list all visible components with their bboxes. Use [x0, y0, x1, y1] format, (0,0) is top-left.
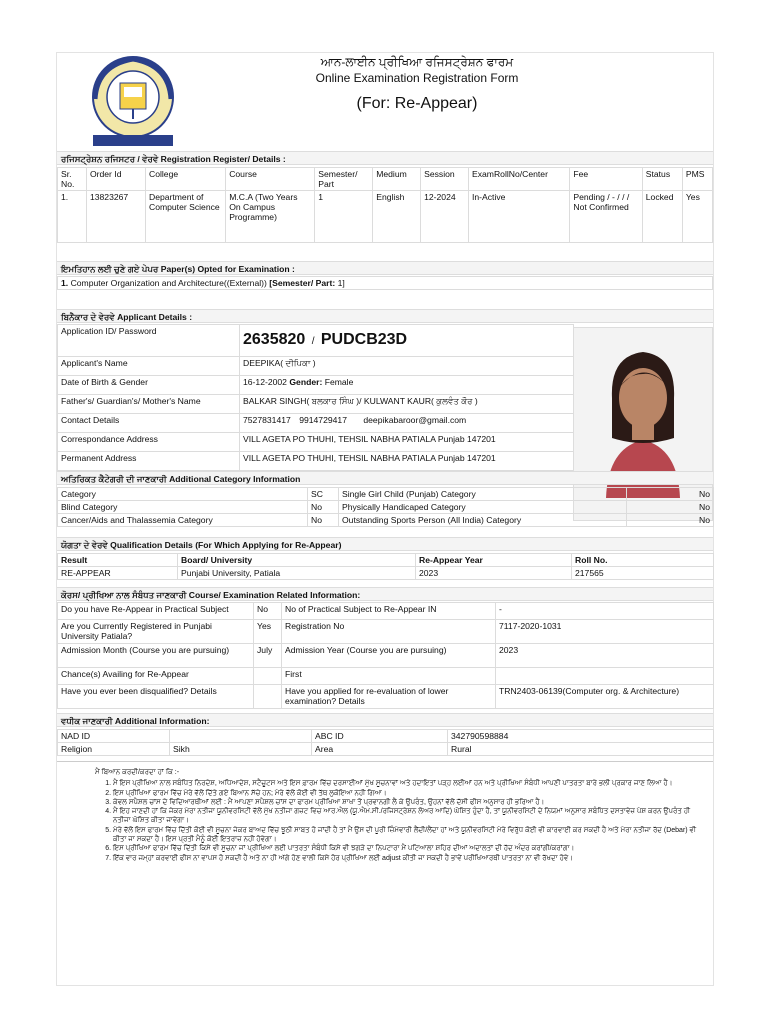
table-row [58, 488, 714, 501]
category-heading: ਅਤਿਰਿਕਤ ਕੈਟੇਗਰੀ ਦੀ ਜਾਣਕਾਰੀ Additional Category Information [57, 471, 713, 485]
column-header: Semester/ Part [315, 168, 373, 191]
permanent-address: VILL AGETA PO THUHI, TEHSIL NABHA PATIALA Punjab 147201 [240, 452, 574, 471]
course-info-table [57, 602, 714, 709]
table-cell: English [373, 191, 421, 243]
table-cell: Admission Year (Course you are pursuing) [282, 644, 496, 668]
table-cell: Category [58, 488, 308, 501]
table-cell: Sikh [170, 743, 312, 756]
table-cell: No [254, 603, 282, 620]
additional-table [57, 729, 714, 756]
table-cell: 2023 [496, 644, 714, 668]
column-header: Re-Appear Year [416, 554, 572, 567]
table-cell: Cancer/Aids and Thalassemia Category [58, 514, 308, 527]
table-cell: ABC ID [312, 730, 448, 743]
table-row [58, 433, 574, 452]
table-cell: Single Girl Child (Punjab) Category [339, 488, 627, 501]
table-cell: 13823267 [86, 191, 145, 243]
email: deepikabaroor@gmail.com [363, 415, 467, 425]
papers-table [57, 276, 713, 290]
contact-details [240, 414, 574, 433]
field-label: Application ID/ Password [58, 325, 240, 357]
dob-gender [240, 376, 574, 395]
column-header: Session [421, 168, 469, 191]
table-cell: 1 [315, 191, 373, 243]
field-label: Applicant's Name [58, 357, 240, 376]
list-item [58, 277, 713, 290]
table-cell: July [254, 644, 282, 668]
correspondence-address: VILL AGETA PO THUHI, TEHSIL NABHA PATIALA Punjab 147201 [240, 433, 574, 452]
table-row [58, 514, 714, 527]
form-title: Online Examination Registration Form [315, 71, 519, 85]
table-cell: 1. [58, 191, 87, 243]
table-row [58, 743, 714, 756]
qualification-table [57, 553, 714, 580]
table-cell: SC [308, 488, 339, 501]
field-label: Date of Birth & Gender [58, 376, 240, 395]
table-row [58, 685, 714, 709]
column-header: Course [226, 168, 315, 191]
table-cell: No [627, 514, 714, 527]
table-cell: No of Practical Subject to Re-Appear IN [282, 603, 496, 620]
university-logo [87, 55, 179, 149]
table-cell [254, 685, 282, 709]
list-item: 2. ਇਸ ਪ੍ਰੀਖਿਆ ਫਾਰਮ ਵਿੱਚ ਮੇਰੇ ਵੱਲੋਂ ਦਿੱਤੇ ਗਏ ਬਿਆਨ ਸੱਚੇ ਹਨ; ਮੇਰੇ ਵੱਲੋਂ ਕੋਈ ਵੀ ਤੱਥ ਲੁਕੋਇਆ ਨਹੀਂ ਗਿਆ। [113, 789, 703, 798]
table-cell: First [282, 668, 496, 685]
table-cell [170, 730, 312, 743]
form-header [57, 53, 713, 152]
column-header: Status [642, 168, 682, 191]
table-row [58, 730, 714, 743]
column-header: Board/ University [178, 554, 416, 567]
additional-heading: ਵਧੀਕ ਜਾਣਕਾਰੀ Additional Information: [57, 713, 713, 727]
table-row [58, 620, 714, 644]
table-cell: Yes [254, 620, 282, 644]
table-cell: In-Active [469, 191, 570, 243]
column-header: Medium [373, 168, 421, 191]
application-password: PUDCB23D [320, 330, 408, 348]
applicant-table [57, 324, 574, 471]
table-cell: No [308, 514, 339, 527]
table-row [58, 567, 714, 580]
table-cell: Chance(s) Availing for Re-Appear [58, 668, 254, 685]
table-cell: 2023 [416, 567, 572, 580]
registration-heading: ਰਜਿਸਟ੍ਰੇਸ਼ਨ ਰਜਿਸਟਰ / ਵੇਰਵੇ Registration Register/ Details : [57, 151, 713, 165]
paper-name: Computer Organization and Architecture((External)) [70, 278, 267, 288]
declaration-list [113, 779, 703, 863]
field-label: Father's/ Guardian's/ Mother's Name [58, 395, 240, 414]
course-info-heading: ਕੋਰਸ/ ਪ੍ਰੀਖਿਆ ਨਾਲ ਸੰਬੰਧਤ ਜਾਣਕਾਰੀ Course/ Examination Related Information: [57, 587, 713, 601]
table-cell: Pending / - / / / Not Confirmed [570, 191, 642, 243]
table-cell: Have you ever been disqualified? Details [58, 685, 254, 709]
application-credentials [240, 325, 574, 357]
column-header: Sr. No. [58, 168, 87, 191]
field-label: Permanent Address [58, 452, 240, 471]
table-row [58, 191, 713, 243]
table-cell: Religion [58, 743, 170, 756]
table-cell: NAD ID [58, 730, 170, 743]
table-cell: Area [312, 743, 448, 756]
qualification-heading: ਯੋਗਤਾ ਦੇ ਵੇਰਵੇ Qualification Details (For Which Applying for Re-Appear) [57, 537, 713, 551]
qualification-header-row [58, 554, 714, 567]
credential-separator: / [311, 335, 315, 347]
table-cell: Locked [642, 191, 682, 243]
table-cell: M.C.A (Two Years On Campus Programme) [226, 191, 315, 243]
table-row [58, 325, 574, 357]
table-cell: Have you applied for re-evaluation of lower examination? Details [282, 685, 496, 709]
paper-sem-label: [Semester/ Part: [269, 278, 336, 288]
applicant-name: DEEPIKA( ਦੀਪਿਕਾ ) [240, 357, 574, 376]
gender-value: Female [324, 377, 354, 387]
parents-names: BALKAR SINGH( ਬਲਕਾਰ ਸਿੰਘ )/ KULWANT KAUR( ਕੁਲਵੰਤ ਕੌਰ ) [240, 395, 574, 414]
column-header: Order Id [86, 168, 145, 191]
field-label: Correspondance Address [58, 433, 240, 452]
form-title-block [227, 55, 607, 113]
declaration-intro: ਮੈਂ ਬਿਆਨ ਕਰਦੀ/ਕਰਦਾ ਹਾਂ ਕਿ :- [95, 769, 180, 776]
table-cell: Do you have Re-Appear in Practical Subject [58, 603, 254, 620]
table-cell: Blind Category [58, 501, 308, 514]
phone-1: 7527831417 [243, 415, 291, 425]
table-cell: TRN2403-06139(Computer org. & Architecture) [496, 685, 714, 709]
column-header: Result [58, 554, 178, 567]
column-header: PMS [682, 168, 712, 191]
list-item: 3. ਕੇਵਲ ਸਪੈਸ਼ਲ ਚਾਂਸ ਦੇ ਵਿਦਿਆਰਥੀਆਂ ਲਈ : ਮੈਂ ਆਪਣਾ ਸਪੈਸ਼ਲ ਚਾਂਸ ਦਾ ਫਾਰਮ ਪ੍ਰੀਖਿਆ ਸ਼ਾਖਾ ਤੋਂ ਪ੍ਰਵਾਨਗੀ ਲੈ ਕੇ ਉਪਰੰਤ, ਉਹਨਾਂ ਵੱਲੋਂ ਦੱਸੀ ਫੀਸ ਅਨੁਸਾਰ ਹੀ ਭਰਿਆ ਹੈ। [113, 798, 703, 807]
registration-form [56, 52, 714, 986]
table-cell [254, 668, 282, 685]
table-cell [496, 668, 714, 685]
form-subtitle: (For: Re-Appear) [356, 95, 478, 112]
table-row [58, 668, 714, 685]
form-title-punjabi: ਆਨ-ਲਾਈਨ ਪ੍ਰੀਖਿਆ ਰਜਿਸਟ੍ਰੇਸ਼ਨ ਫਾਰਮ [320, 55, 514, 69]
table-cell: Yes [682, 191, 712, 243]
table-row [58, 376, 574, 395]
table-cell: Physically Handicaped Category [339, 501, 627, 514]
table-cell: No [308, 501, 339, 514]
paper-entry [58, 277, 713, 290]
list-item: 1. ਮੈਂ ਇਸ ਪ੍ਰੀਖਿਆ ਨਾਲ ਸਬੰਧਿਤ ਨਿਰਦੇਸ਼, ਅਧਿਆਦੇਸ਼, ਸਟੈਚੂਟਸ ਅਤੇ ਇਸ ਫ਼ਾਰਮ ਵਿੱਚ ਦਰਸਾਈਆਂ ਮੁੱਖ ਸੂਚਨਾਵਾਂ ਅਤੇ ਹਦਾਇਤਾਂ ਪੜ੍ਹ ਲਈਆਂ ਹਨ ਅਤੇ ਪ੍ਰੀਖਿਆ ਸੰਬੰਧੀ ਆਪਣੀ ਪਾਤਰਤਾ ਬਾਰੇ ਭਲੀ ਪ੍ਰਕਾਰ ਜਾਣ ਲਿਆ ਹੈ। [113, 779, 703, 788]
paper-sem-value: 1] [337, 278, 345, 288]
papers-heading: ਇਮਤਿਹਾਨ ਲਈ ਚੁਣੇ ਗਏ ਪੇਪਰ Paper(s) Opted for Examination : [57, 261, 713, 275]
application-id: 2635820 [243, 330, 306, 348]
table-row [58, 357, 574, 376]
paper-number: 1. [61, 278, 69, 288]
table-cell: 12-2024 [421, 191, 469, 243]
column-header: College [145, 168, 225, 191]
table-row [58, 501, 714, 514]
table-row [58, 414, 574, 433]
table-cell: Registration No [282, 620, 496, 644]
column-header: ExamRollNo/Center [469, 168, 570, 191]
table-cell: 342790598884 [448, 730, 714, 743]
table-row [58, 395, 574, 414]
registration-table [57, 167, 713, 243]
phone-2: 9914729417 [299, 415, 347, 425]
table-row [58, 452, 574, 471]
table-cell: 217565 [572, 567, 714, 580]
table-cell: Department of Computer Science [145, 191, 225, 243]
list-item: 6. ਇਸ ਪ੍ਰੀਖਿਆ ਫਾਰਮ ਵਿੱਚ ਦਿੱਤੀ ਕਿਸੇ ਵੀ ਸੂਚਨਾ ਜਾਂ ਪ੍ਰੀਖਿਆ ਲਈ ਪਾਤਰਤਾ ਸੰਬੰਧੀ ਕਿਸੇ ਵੀ ਝਗੜੇ ਦਾ ਨਿਪਟਾਰਾ ਮੈਂ ਪਟਿਆਲਾ ਸ਼ਹਿਰ ਦੀਆਂ ਅਦਾਲਤਾਂ ਦੀ ਹੱਦ ਅੰਦਰ ਕਰਾਂਗੀ/ਕਰਾਂਗਾ। [113, 844, 703, 853]
gender-label: Gender: [289, 377, 323, 387]
table-cell: No [627, 501, 714, 514]
list-item: 5. ਮੇਰੇ ਵੱਲੋਂ ਇਸ ਫਾਰਮ ਵਿੱਚ ਦਿੱਤੀ ਕੋਈ ਵੀ ਸੂਚਨਾ ਜੇਕਰ ਬਾਅਦ ਵਿੱਚ ਝੂਠੀ ਸਾਬਤ ਹੋ ਜਾਂਦੀ ਹੈ ਤਾਂ ਮੈਂ ਉਸ ਦੀ ਪੂਰੀ ਜ਼ਿੰਮੇਵਾਰੀ ਲੈਂਦੀ/ਲੈਂਦਾ ਹਾਂ ਅਤੇ ਯੂਨੀਵਰਸਿਟੀ ਮੇਰੇ ਵਿਰੁੱਧ ਕੋਈ ਵੀ ਕਾਰਵਾਈ ਕਰ ਸਕਦੀ ਹੈ ਅਤੇ ਮੇਰਾ ਨਤੀਜਾ ਰੱਦ (Debar) ਵੀ ਕੀਤਾ ਜਾ ਸਕਦਾ ਹੈ। ਇਸ ਪ੍ਰਤੀ ਮੈਨੂੰ ਕੋਈ ਇਤਰਾਜ਼ ਨਹੀਂ ਹੋਵੇਗਾ। [113, 826, 703, 845]
registration-header-row [58, 168, 713, 191]
table-cell: - [496, 603, 714, 620]
applicant-heading: ਬਿਨੈਕਾਰ ਦੇ ਵੇਰਵੇ Applicant Details : [57, 309, 713, 323]
table-cell: Outstanding Sports Person (All India) Category [339, 514, 627, 527]
table-cell: No [627, 488, 714, 501]
column-header: Roll No. [572, 554, 714, 567]
table-cell: Admission Month (Course you are pursuing) [58, 644, 254, 668]
list-item: 7. ਇੱਕ ਵਾਰ ਜਮ੍ਹਾਂ ਕਰਵਾਈ ਫੀਸ ਨਾ ਵਾਪਸ ਹੋ ਸਕਦੀ ਹੈ ਅਤੇ ਨਾ ਹੀ ਅੱਗੇ ਹੋਣ ਵਾਲੀ ਕਿਸੇ ਹੋਰ ਪ੍ਰੀਖਿਆ ਲਈ adjust ਕੀਤੀ ਜਾ ਸਕਦੀ ਹੈ ਭਾਵੇਂ ਪਰੀਖਿਆਰਥੀ ਪਾਤਰਤਾ ਨਾ ਵੀ ਰੱਖਦਾ ਹੋਵੇ। [113, 854, 703, 863]
table-row [58, 644, 714, 668]
declaration [57, 761, 713, 985]
table-cell: 7117-2020-1031 [496, 620, 714, 644]
table-cell: Are you Currently Registered in Punjabi University Patiala? [58, 620, 254, 644]
category-table [57, 487, 714, 527]
list-item: 4. ਮੈਂ ਇਹ ਜਾਣਦੀ ਹਾਂ ਕਿ ਜੇਕਰ ਮੇਰਾ ਨਤੀਜਾ ਯੂਨੀਵਰਸਿਟੀ ਵੱਲੋਂ ਮੁੱਖ ਨਤੀਜਾ ਗਜ਼ਟ ਵਿਚ ਆਰ.ਐਲ (ਯੂ.ਐਮ.ਸੀ./ਰਜਿਸਟ੍ਰੇਸ਼ਨ ਲੋਅਰ ਆਦਿ) ਘੋਸ਼ਿਤ ਹੁੰਦਾ ਹੈ, ਤਾਂ ਯੂਨੀਵਰਸਿਟੀ ਦੇ ਨਿਯਮਾਂ ਅਨੁਸਾਰ ਸਬੰਧਿਤ ਦਸਤਾਵੇਜ਼ ਪੇਸ਼ ਕਰਨ ਉਪਰੰਤ ਹੀ ਨਤੀਜਾ ਘੋਸ਼ਿਤ ਕੀਤਾ ਜਾਵੇਗਾ। [113, 807, 703, 826]
table-cell: Rural [448, 743, 714, 756]
table-cell: RE-APPEAR [58, 567, 178, 580]
table-cell: Punjabi University, Patiala [178, 567, 416, 580]
dob-value: 16-12-2002 [243, 377, 287, 387]
table-row [58, 603, 714, 620]
field-label: Contact Details [58, 414, 240, 433]
column-header: Fee [570, 168, 642, 191]
